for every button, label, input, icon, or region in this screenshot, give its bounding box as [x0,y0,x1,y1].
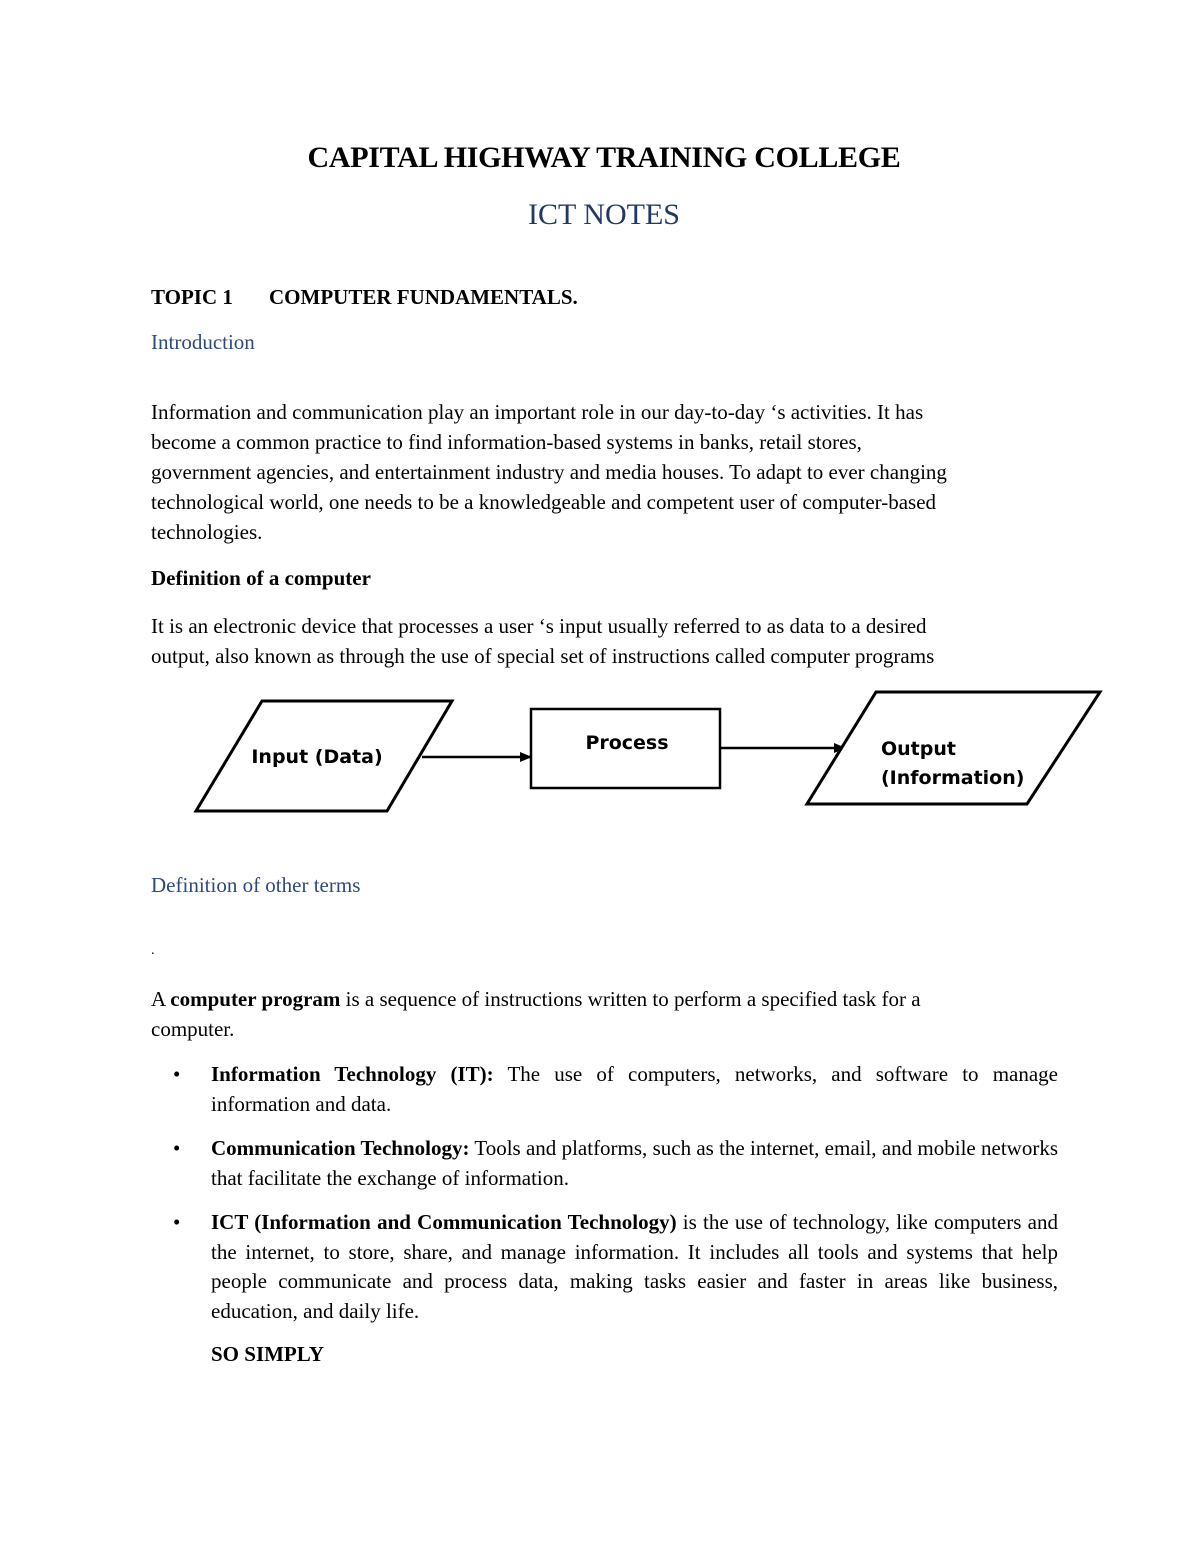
bullet-text: is the use of technology, like computers and the internet, to store, share, and manage information. It includes all tools and systems that help people communicate and process data, making tasks easier and faster in areas like business, education, and daily life. [211,1210,1058,1323]
introduction-line: Information and communication play an important role in our day-to-day ‘s activities. It has [151,400,924,424]
document-subtitle: ICT NOTES [528,198,680,231]
computer-program-line [151,984,921,1014]
input-label: Input (Data) [251,746,383,768]
bullet-dot: • [173,1136,181,1160]
introduction-line: government agencies, and entertainment industry and media houses. To adapt to ever changing [151,460,947,484]
definition-line: It is an electronic device that processes a user ‘s input usually referred to as data to a desired [151,614,927,638]
output-label-line1: Output [881,738,956,760]
introduction-line: technological world, one needs to be a knowledgeable and competent user of computer-based [151,490,937,514]
document-title: CAPITAL HIGHWAY TRAINING COLLEGE [307,141,901,174]
computer-program-paragraph [151,984,921,1044]
introduction-heading: Introduction [151,330,255,354]
definition-heading: Definition of a computer [151,566,371,590]
process-label: Process [585,732,669,754]
bullet-dot: • [173,1210,181,1234]
bullet-text: Tools and platforms, such as the internet, email, and mobile networks that facilitate the exchange of information. [211,1136,1058,1190]
computer-program-line: computer. [151,1017,235,1041]
bullet-term: ICT (Information and Communication Technology) [211,1210,677,1234]
program-term: computer program [170,987,341,1011]
introduction-line: technologies. [151,520,263,544]
bullet-item-it [173,1060,1058,1119]
closing-text: SO SIMPLY [211,1342,325,1366]
program-prefix: A [151,987,171,1011]
terms-bullet-list [173,1060,1058,1341]
program-rest: is a sequence of instructions written to perform a specified task for a [340,987,921,1011]
bullet-item-communication [173,1134,1058,1193]
other-terms-heading: Definition of other terms [151,873,361,897]
topic-name: COMPUTER FUNDAMENTALS. [269,285,578,309]
stray-dot: . [151,943,155,958]
introduction-line: become a common practice to find information-based systems in banks, retail stores, [151,430,862,454]
output-label-line2: (Information) [881,767,1025,789]
definition-line: output, also known as through the use of special set of instructions called computer programs [151,644,935,668]
bullet-dot: • [173,1062,181,1086]
bullet-text: The use of computers, networks, and software to manage information and data. [211,1062,1058,1116]
bullet-item-ict [173,1208,1058,1326]
topic-number: TOPIC 1 [151,285,233,309]
bullet-term: Communication Technology: [211,1136,470,1160]
bullet-term: Information Technology (IT): [211,1062,494,1086]
